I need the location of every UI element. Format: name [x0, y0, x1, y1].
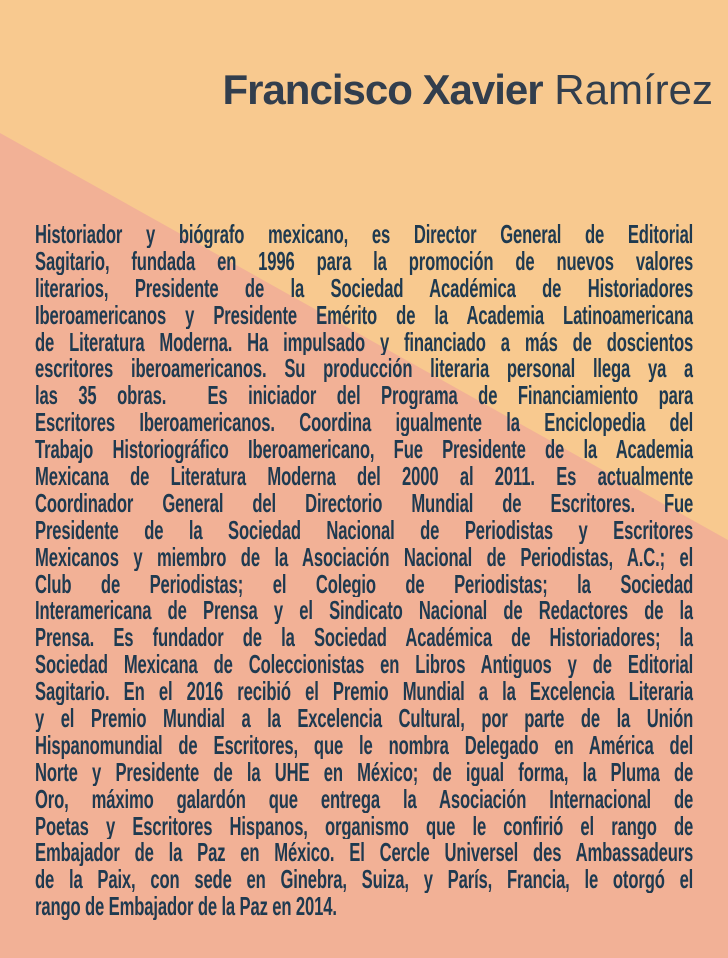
text-line: escritores iberoamericanos. Su producción literaria personal llega ya a [35, 355, 694, 383]
text-line: Club de Periodistas; el Colegio de Periodistas; la Sociedad [35, 570, 694, 598]
text-line: Interamericana de Prensa y el Sindicato Nacional de Redactores de la [35, 597, 694, 625]
text-line: Iberoamericanos y Presidente Emérito de la Academia Latinoamericana [35, 301, 694, 329]
text-line: Presidente de la Sociedad Nacional de Periodistas y Escritores [35, 516, 694, 544]
biography-text [35, 221, 693, 920]
text-line: literarios, Presidente de la Sociedad Académica de Historiadores [35, 274, 694, 302]
text-line: y el Premio Mundial a la Excelencia Cultural, por parte de la Unión [35, 705, 694, 732]
text-line: Historiador y biógrafo mexicano, es Director General de Editorial [35, 221, 694, 248]
title-last-name: Ramírez [542, 66, 713, 113]
text-line: las 35 obras. Es iniciador del Programa de Financiamiento para [35, 382, 694, 410]
text-line: Norte y Presidente de la UHE en México; de igual forma, la Pluma de [35, 758, 694, 786]
text-line: Trabajo Historiográfico Iberoamericano, Fue Presidente de la Academia [35, 436, 694, 464]
text-line: Prensa. Es fundador de la Sociedad Académica de Historiadores; la [35, 624, 694, 652]
text-line: rango de Embajador de la Paz en 2014. [35, 893, 337, 921]
text-line: Mexicana de Literatura Moderna del 2000 al 2011. Es actualmente [35, 463, 694, 490]
text-line: Sagitario, fundada en 1996 para la promoción de nuevos valores [35, 247, 694, 275]
text-line: de Literatura Moderna. Ha impulsado y financiado a más de doscientos [35, 328, 694, 356]
text-line: Escritores Iberoamericanos. Coordina igualmente la Enciclopedia del [35, 409, 694, 437]
text-line: Poetas y Escritores Hispanos, organismo que le confirió el rango de [35, 812, 694, 840]
text-line: Sociedad Mexicana de Coleccionistas en Libros Antiguos y de Editorial [35, 651, 694, 679]
text-line: Embajador de la Paz en México. El Cercle Universel des Ambassadeurs [35, 839, 694, 867]
text-line: de la Paix, con sede en Ginebra, Suiza, y París, Francia, le otorgó el [35, 866, 694, 894]
text-line: Coordinador General del Directorio Mundial de Escritores. Fue [35, 489, 694, 517]
text-line: Hispanomundial de Escritores, que le nombra Delegado en América del [35, 731, 694, 759]
text-line: Sagitario. En el 2016 recibió el Premio Mundial a la Excelencia Literaria [35, 678, 694, 706]
page-title [222, 66, 713, 114]
text-line: Mexicanos y miembro de la Asociación Nacional de Periodistas, A.C.; el [35, 543, 694, 571]
title-first-names: Francisco Xavier [222, 66, 543, 113]
text-line: Oro, máximo galardón que entrega la Asociación Internacional de [35, 785, 694, 813]
